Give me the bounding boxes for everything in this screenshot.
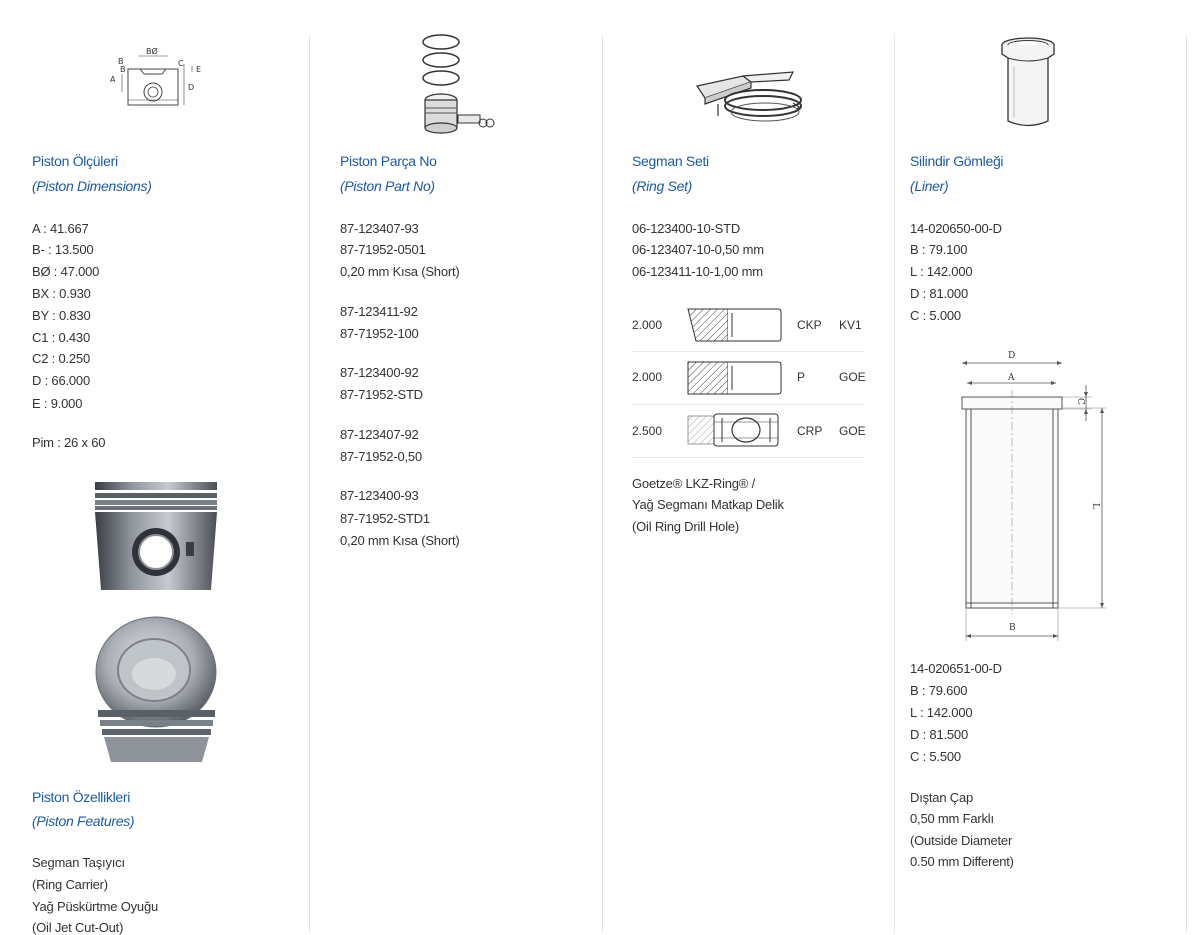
part-number: 87-123400-93 (340, 488, 419, 503)
ring-material: GOE (839, 370, 866, 384)
liner-diagram-label-l: L (1090, 503, 1100, 509)
ring-set-part-std: 06-123400-10-STD (632, 221, 741, 236)
ring-code: CKP (797, 318, 822, 332)
feature-oil-jet-tr: Yağ Püskürtme Oyuğu (32, 899, 159, 914)
oil-ring-profile (684, 410, 784, 450)
dimension-b-minus: B- : 13.500 (32, 242, 94, 257)
ring-set-part-050: 06-123407-10-0,50 mm (632, 242, 764, 257)
part-number: 87-71952-0501 (340, 242, 426, 257)
column-divider-4 (1186, 35, 1187, 933)
ring-size: 2.500 (632, 424, 663, 438)
ring-material: KV1 (839, 318, 862, 332)
column-divider-2 (602, 35, 603, 933)
piston-parts-kit-icon (414, 33, 504, 138)
ring-row-divider (632, 457, 864, 458)
ring-set-icon (693, 68, 808, 128)
diagram-label-a: A (110, 75, 116, 84)
dimension-c2: C2 : 0.250 (32, 351, 90, 366)
liner1-l: L : 142.000 (910, 264, 973, 279)
part-number: 87-123411-92 (340, 304, 418, 319)
part-number: 87-71952-100 (340, 326, 419, 341)
liner-diagram-label-d: D (1008, 351, 1016, 361)
piston-features-title: Piston Özellikleri (32, 789, 131, 805)
outside-diameter-note: (Outside Diameter (910, 833, 1013, 848)
dimension-bx: BX : 0.930 (32, 286, 91, 301)
ring-row-divider (632, 404, 864, 405)
liner2-b: B : 79.600 (910, 683, 968, 698)
diagram-label-c: C (178, 59, 184, 68)
liner-diagram-label-c: C (1075, 398, 1085, 405)
liner2-l: L : 142.000 (910, 705, 973, 720)
piston-dimensions-title: Piston Ölçüleri (32, 153, 118, 169)
dimension-a: A : 41.667 (32, 221, 89, 236)
liner-technical-drawing (952, 345, 1132, 645)
liner-subtitle: (Liner) (910, 178, 949, 194)
dimension-c1: C1 : 0.430 (32, 330, 90, 345)
piston-part-no-title: Piston Parça No (340, 153, 437, 169)
liner1-part: 14-020650-00-D (910, 221, 1002, 236)
piston-side-image (92, 472, 222, 592)
diagram-label-b1: B (118, 57, 124, 66)
compression-ring-2-profile (684, 360, 784, 396)
liner2-d: D : 81.500 (910, 727, 968, 742)
liner1-c: C : 5.000 (910, 308, 961, 323)
liner-icon (1000, 36, 1060, 131)
ring-note: Goetze® LKZ-Ring® / (632, 476, 756, 491)
ring-note: Yağ Segmanı Matkap Delik (632, 497, 784, 512)
liner-diagram-label-a: A (1008, 373, 1015, 383)
part-note: 0,20 mm Kısa (Short) (340, 264, 460, 279)
ring-set-part-100: 06-123411-10-1,00 mm (632, 264, 763, 279)
outside-diameter-note: 0.50 mm Different) (910, 854, 1014, 869)
liner2-c: C : 5.500 (910, 749, 961, 764)
part-number: 87-123407-92 (340, 427, 419, 442)
feature-ring-carrier-en: (Ring Carrier) (32, 877, 108, 892)
column-divider-1 (309, 35, 310, 933)
ring-material: GOE (839, 424, 866, 438)
part-number: 87-123400-92 (340, 365, 419, 380)
dimension-bo: BØ : 47.000 (32, 264, 100, 279)
ring-set-title: Segman Seti (632, 153, 709, 169)
feature-ring-carrier-tr: Segman Taşıyıcı (32, 855, 125, 870)
part-note: 0,20 mm Kısa (Short) (340, 533, 460, 548)
feature-oil-jet-en: (Oil Jet Cut-Out) (32, 920, 124, 935)
ring-set-subtitle: (Ring Set) (632, 178, 693, 194)
outside-diameter-note: 0,50 mm Farklı (910, 811, 994, 826)
piston-features-subtitle: (Piston Features) (32, 813, 135, 829)
piston-top-image (92, 612, 222, 762)
part-number: 87-123407-93 (340, 221, 419, 236)
part-number: 87-71952-0,50 (340, 449, 422, 464)
column-divider-3 (894, 35, 895, 933)
liner-title: Silindir Gömleği (910, 153, 1004, 169)
ring-size: 2.000 (632, 318, 663, 332)
compression-ring-1-profile (684, 307, 784, 343)
ring-size: 2.000 (632, 370, 663, 384)
ring-note: (Oil Ring Drill Hole) (632, 519, 740, 534)
liner1-d: D : 81.000 (910, 286, 968, 301)
diagram-label-d: D (188, 83, 195, 92)
piston-dimensions-subtitle: (Piston Dimensions) (32, 178, 152, 194)
piston-dimension-diagram (108, 44, 208, 114)
dimension-e: E : 9.000 (32, 396, 83, 411)
diagram-label-e: E (196, 65, 202, 74)
part-number: 87-71952-STD (340, 387, 423, 402)
liner2-part: 14-020651-00-D (910, 661, 1002, 676)
diagram-label-bo: BØ (146, 47, 158, 56)
part-number: 87-71952-STD1 (340, 511, 430, 526)
ring-row-divider (632, 351, 864, 352)
diagram-label-b2: B (120, 65, 126, 74)
dimension-d: D : 66.000 (32, 373, 90, 388)
piston-part-no-subtitle: (Piston Part No) (340, 178, 435, 194)
ring-code: CRP (797, 424, 823, 438)
dimension-by: BY : 0.830 (32, 308, 91, 323)
liner-diagram-label-b: B (1009, 623, 1016, 633)
pin-size: Pim : 26 x 60 (32, 435, 106, 450)
outside-diameter-note: Dıştan Çap (910, 790, 974, 805)
liner1-b: B : 79.100 (910, 242, 968, 257)
ring-code: P (797, 370, 806, 384)
